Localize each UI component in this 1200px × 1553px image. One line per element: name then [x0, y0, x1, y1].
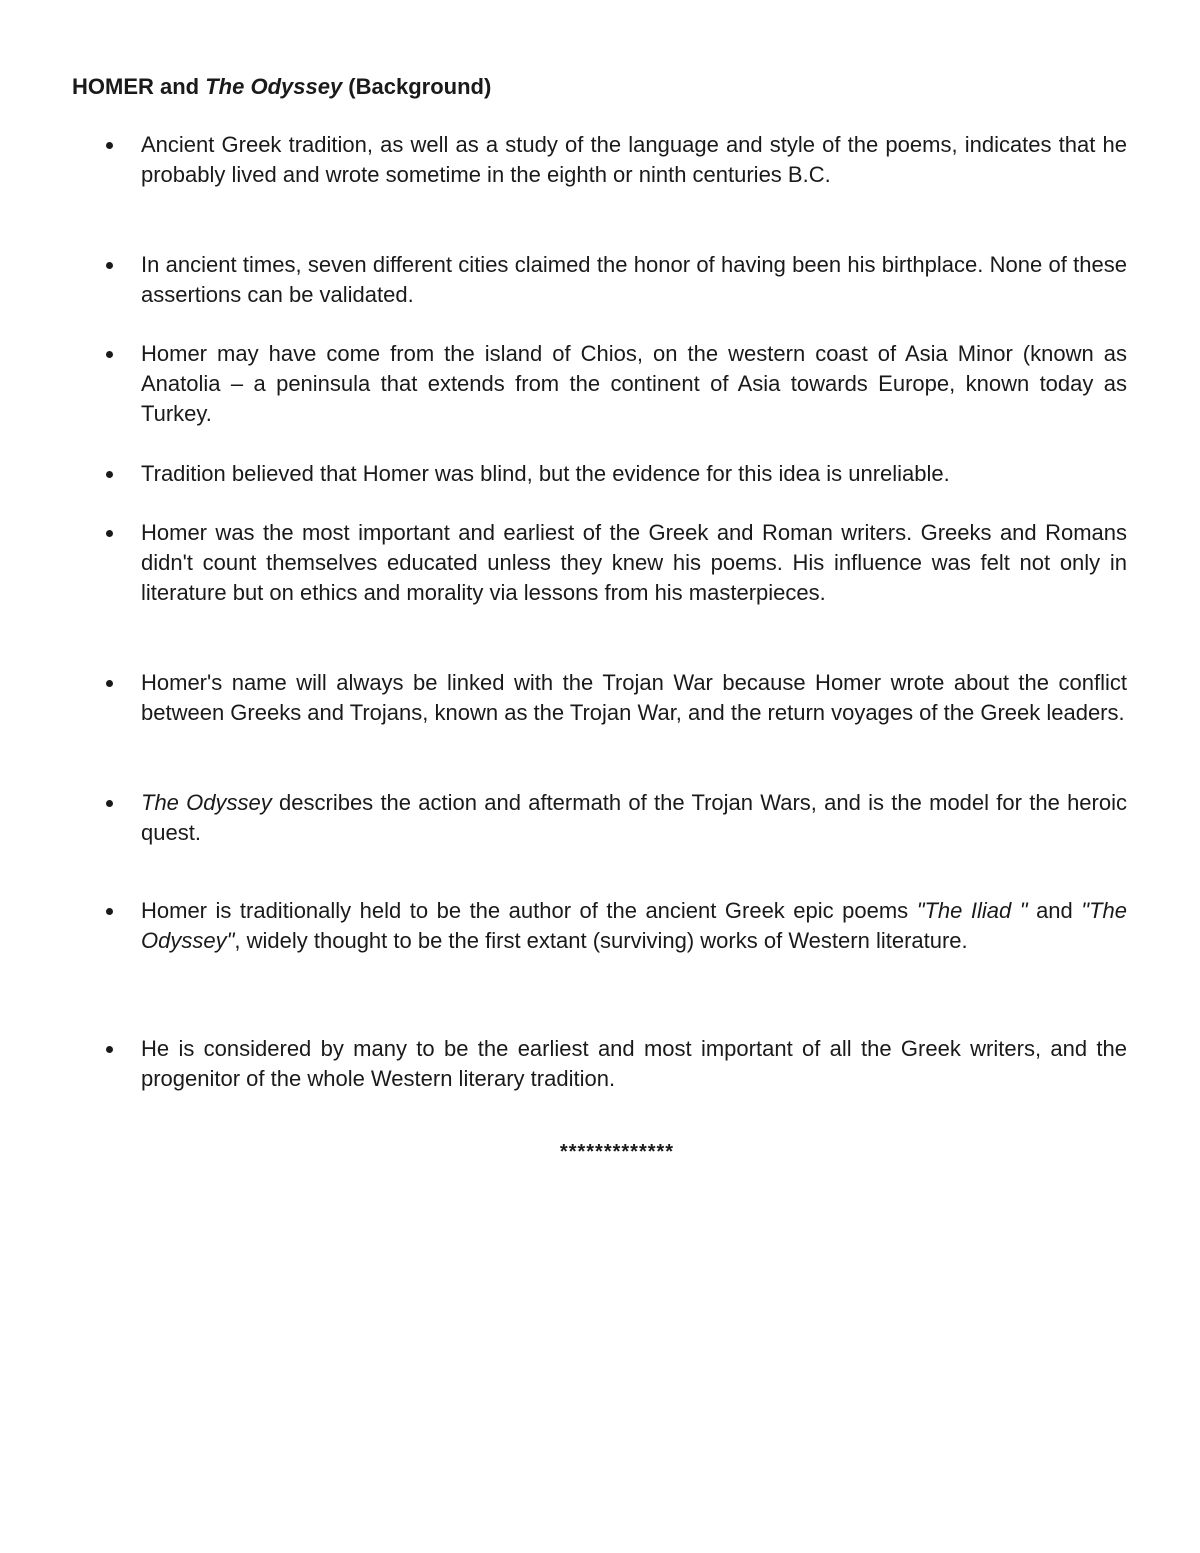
- list-item-text: describes the action and aftermath of the Trojan Wars, and is the model for the heroic quest.: [141, 790, 1127, 845]
- bullet-icon: [106, 800, 113, 807]
- list-item-text: Tradition believed that Homer was blind, but the evidence for this idea is unreliable.: [141, 461, 950, 486]
- list-item-italic: "The Odyssey": [141, 898, 1127, 953]
- list-item-text: In ancient times, seven different cities claimed the honor of having been his birthplace. None of these assertions can be validated.: [141, 252, 1127, 307]
- title-odyssey: The Odyssey: [205, 74, 343, 99]
- list-item: [141, 1034, 1127, 1094]
- section-separator: *************: [559, 1141, 675, 1163]
- title-background: (Background): [342, 74, 492, 99]
- list-item-text: , widely thought to be the first extant (surviving) works of Western literature.: [234, 928, 968, 953]
- title-homer: HOMER: [72, 74, 154, 99]
- bullet-icon: [106, 530, 113, 537]
- list-item: [141, 668, 1127, 728]
- bullet-icon: [106, 908, 113, 915]
- list-item-text: Homer may have come from the island of Chios, on the western coast of Asia Minor (known as Anatolia – a peninsula that extends from the continent of Asia towards Europe, known today as Turkey.: [141, 341, 1127, 426]
- list-item: [141, 896, 1127, 956]
- bullet-icon: [106, 351, 113, 358]
- list-item-text: He is considered by many to be the earliest and most important of all the Greek writers, and the progenitor of the whole Western literary tradition.: [141, 1036, 1127, 1091]
- list-item: [141, 518, 1127, 608]
- list-item: [141, 788, 1127, 848]
- list-item-italic: "The Iliad ": [916, 898, 1028, 923]
- list-item: [141, 130, 1127, 190]
- list-item-text: Ancient Greek tradition, as well as a study of the language and style of the poems, indicates that he probably lived and wrote sometime in the eighth or ninth centuries B.C.: [141, 132, 1127, 187]
- list-item-italic: The Odyssey: [141, 790, 272, 815]
- list-item: [141, 339, 1127, 429]
- bullet-icon: [106, 262, 113, 269]
- list-item-text: Homer's name will always be linked with the Trojan War because Homer wrote about the conflict between Greeks and Trojans, known as the Trojan War, and the return voyages of the Greek leaders.: [141, 670, 1127, 725]
- list-item-text: and: [1027, 898, 1082, 923]
- bullet-icon: [106, 680, 113, 687]
- list-item: [141, 250, 1127, 310]
- page-title: [72, 72, 491, 102]
- list-item: [141, 459, 1127, 489]
- list-item-text: Homer was the most important and earliest of the Greek and Roman writers. Greeks and Romans didn't count themselves educated unless they knew his poems. His influence was felt not only in literature but on ethics and morality via lessons from his masterpieces.: [141, 520, 1127, 605]
- bullet-icon: [106, 142, 113, 149]
- title-and: and: [153, 74, 206, 99]
- bullet-icon: [106, 1046, 113, 1053]
- list-item-text: Homer is traditionally held to be the author of the ancient Greek epic poems: [141, 898, 917, 923]
- bullet-icon: [106, 471, 113, 478]
